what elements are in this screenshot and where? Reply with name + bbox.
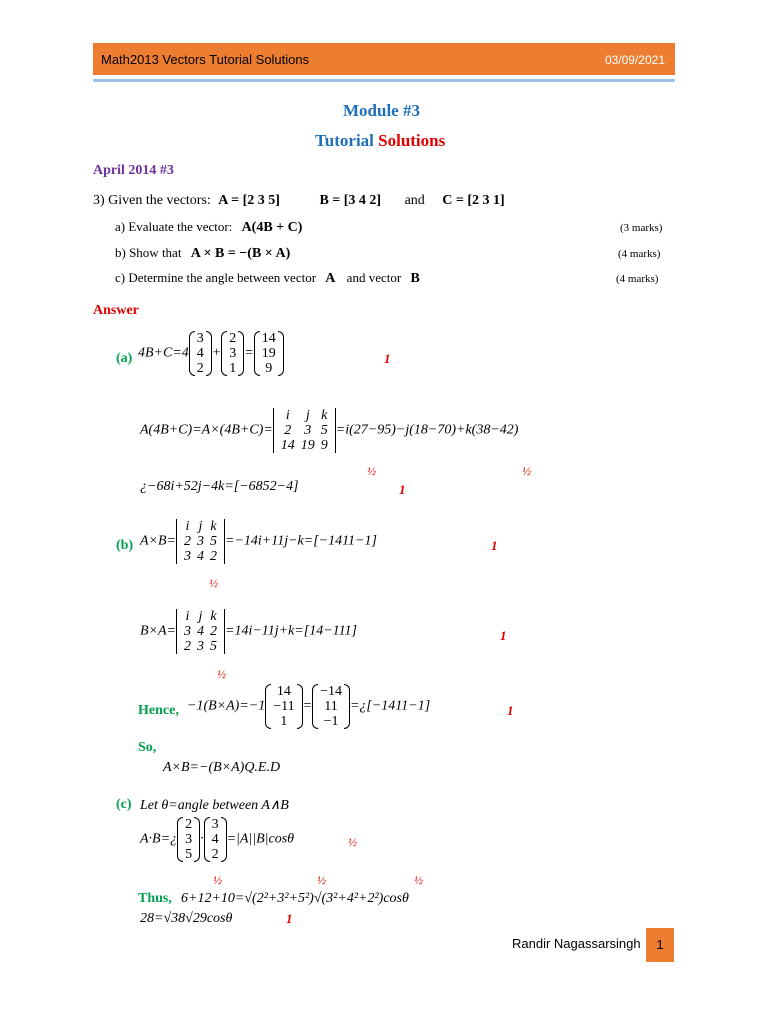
col-vector-result: 14 19 9 bbox=[254, 331, 284, 376]
part-c-expr2: B bbox=[410, 271, 420, 286]
col-vector-c: 2 3 1 bbox=[221, 331, 244, 376]
answer-a-label: (a) bbox=[116, 351, 133, 366]
hence-lhs: −1(B×A)=−1 bbox=[187, 698, 266, 714]
answer-c-final: 28=√38√29cosθ bbox=[140, 911, 233, 926]
answer-b-qed: A×B=−(B×A)Q.E.D bbox=[163, 760, 281, 775]
half-a2: ½ bbox=[522, 464, 531, 478]
dot-rhs: =|A||B|cosθ bbox=[226, 831, 295, 847]
part-a-expr: A(4B + C) bbox=[241, 220, 303, 235]
part-b-marks: (4 marks) bbox=[618, 248, 661, 260]
part-b-expr: A × B = −(B × A) bbox=[190, 246, 291, 261]
part-c-label: c) Determine the angle between vector bbox=[115, 270, 317, 285]
answer-c-label: (c) bbox=[116, 797, 132, 812]
hence-label: Hence, bbox=[138, 703, 179, 718]
col-vector-b: 3 4 2 bbox=[189, 331, 212, 376]
vector-c: C = [2 3 1] bbox=[442, 193, 505, 208]
mark-b3: 1 bbox=[507, 703, 514, 718]
hence-rhs: =¿[−1411−1] bbox=[349, 698, 431, 714]
vector-b: B = [3 4 2] bbox=[319, 193, 382, 208]
dot-col-a: 2 3 5 bbox=[177, 817, 200, 862]
answer-a-line1: 4B+C=4 3 4 2 + 2 3 1 = 14 19 9 bbox=[138, 331, 284, 376]
mark-a1: 1 bbox=[384, 351, 391, 366]
half-b2: ½ bbox=[217, 667, 226, 681]
determinant-b2: i j k 3 4 2 2 3 5 bbox=[176, 609, 225, 654]
and-word: and bbox=[404, 193, 425, 208]
answer-b-line2 bbox=[140, 609, 357, 654]
header-rule bbox=[93, 79, 675, 82]
answer-label: Answer bbox=[93, 303, 139, 318]
half-a1: ½ bbox=[367, 464, 376, 478]
part-a-marks: (3 marks) bbox=[620, 222, 663, 234]
a-line2-rhs: =i(27−95)−j(18−70)+k(38−42) bbox=[335, 422, 519, 438]
part-c-expr: A bbox=[325, 271, 336, 286]
module-heading: Module #3 bbox=[343, 101, 420, 120]
dot-col-b: 3 4 2 bbox=[204, 817, 227, 862]
header-title: Math2013 Vectors Tutorial Solutions bbox=[101, 52, 310, 67]
thus-label: Thus, bbox=[138, 891, 172, 906]
header-date: 03/09/2021 bbox=[604, 53, 665, 67]
part-c-marks: (4 marks) bbox=[616, 273, 659, 285]
hence-col-a: 14 −11 1 bbox=[265, 684, 302, 729]
answer-c-dot: A·B=¿ 2 3 5 · 3 4 2 =|A||B|cosθ bbox=[140, 817, 295, 862]
question-part-a bbox=[115, 219, 302, 236]
mark-b1: 1 bbox=[491, 538, 498, 553]
question-line bbox=[93, 193, 505, 209]
a-line1-lhs: 4B+C=4 bbox=[138, 345, 189, 361]
half-b1: ½ bbox=[209, 576, 218, 590]
determinant-a: i j k 2 3 5 14 19 9 bbox=[273, 408, 336, 453]
footer-author: Randir Nagassarsingh bbox=[512, 936, 641, 951]
b-line1-lhs: A×B= bbox=[140, 533, 176, 549]
b-line2-rhs: =14i−11j+k=[14−111] bbox=[225, 623, 358, 639]
question-part-c bbox=[115, 270, 420, 287]
b-line2-lhs: B×A= bbox=[140, 623, 176, 639]
half-c0: ½ bbox=[348, 835, 357, 849]
question-intro: 3) Given the vectors: bbox=[93, 193, 211, 208]
b-line1-rhs: =−14i+11j−k=[−1411−1] bbox=[225, 533, 377, 549]
hence-col-b: −14 11 −1 bbox=[312, 684, 350, 729]
answer-b-hence: −1(B×A)=−1 14 −11 1 = −14 11 −1 =¿[−1411−1] bbox=[187, 684, 431, 729]
answer-a-line3: ¿−68i+52j−4k=[−6852−4] bbox=[140, 479, 299, 494]
answer-c-thus: 6+12+10=√(2²+3²+5²)√(3²+4²+2²)cosθ bbox=[181, 891, 409, 906]
page-number: 1 bbox=[646, 928, 674, 962]
answer-b-label: (b) bbox=[116, 538, 134, 553]
answer-b-line1 bbox=[140, 519, 377, 564]
answer-a-line2 bbox=[140, 408, 518, 453]
a-line2-lhs: A(4B+C)=A×(4B+C)= bbox=[140, 422, 273, 438]
exam-heading: April 2014 #3 bbox=[93, 163, 174, 178]
mark-c-final: 1 bbox=[286, 911, 293, 926]
determinant-b1: i j k 2 3 5 3 4 2 bbox=[176, 519, 225, 564]
solutions-word: Solutions bbox=[378, 131, 446, 150]
dot-lhs: A·B=¿ bbox=[140, 831, 178, 847]
part-c-mid: and vector bbox=[346, 270, 402, 285]
vector-a: A = [2 3 5] bbox=[218, 193, 280, 208]
part-b-label: b) Show that bbox=[115, 245, 182, 260]
mark-a3: 1 bbox=[399, 482, 406, 497]
tutorial-word: Tutorial bbox=[315, 131, 374, 150]
half-c1: ½ bbox=[213, 873, 222, 887]
so-label: So, bbox=[138, 740, 157, 755]
tutorial-heading bbox=[315, 131, 445, 151]
question-part-b bbox=[115, 245, 290, 262]
half-c2: ½ bbox=[317, 873, 326, 887]
answer-c-let: Let θ=angle between A∧B bbox=[140, 798, 289, 813]
mark-b2: 1 bbox=[500, 628, 507, 643]
part-a-label: a) Evaluate the vector: bbox=[115, 219, 233, 234]
half-c3: ½ bbox=[414, 873, 423, 887]
